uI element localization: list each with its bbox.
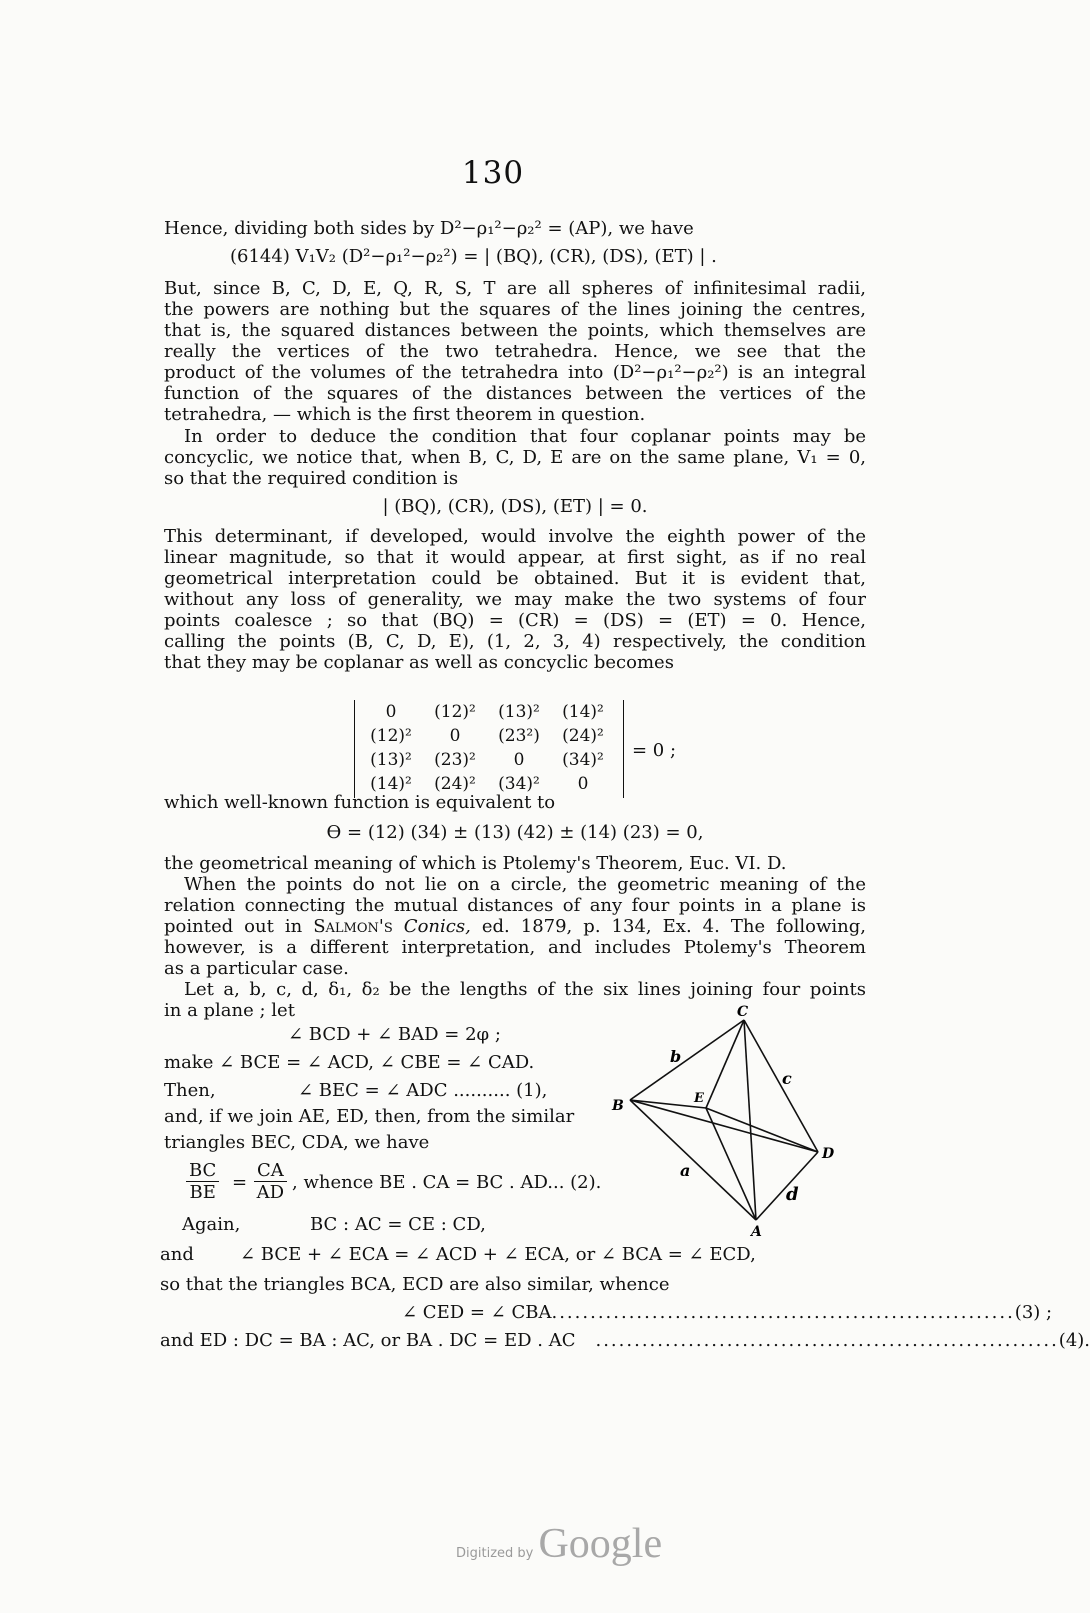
text-line: so that the triangles BCA, ECD are also similar, whence: [160, 1274, 670, 1295]
equation-4: [160, 1330, 1090, 1351]
text-line: so that the required condition is: [164, 468, 459, 489]
det-cell: 0: [449, 726, 461, 746]
numerator: BC: [186, 1160, 219, 1182]
det-cell: (34)²: [562, 750, 604, 770]
label-d: D: [822, 1146, 835, 1162]
text-line: make ∠ BCE = ∠ ACD, ∠ CBE = ∠ CAD.: [164, 1052, 535, 1073]
text-line: triangles BEC, CDA, we have: [164, 1132, 430, 1153]
equation-text: ∠ CED = ∠ CBA: [402, 1302, 552, 1323]
text-line: Hence, dividing both sides by D²−ρ₁²−ρ₂² = (AP), we have: [164, 218, 694, 239]
det-cell: 0: [385, 702, 397, 722]
equation-3: [402, 1302, 1053, 1323]
text-line: function of the squares of the distances between the vertices of the: [164, 383, 866, 404]
text-line: really the vertices of the two tetrahedra. Hence, we see that the: [164, 341, 866, 362]
equation-theta: ϴ = (12) (34) ± (13) (42) ± (14) (23) = 0,: [326, 822, 704, 843]
watermark-small: Digitized by: [456, 1546, 534, 1561]
text-line: calling the points (B, C, D, E), (1, 2, 3, 4) respectively, the condition: [164, 631, 866, 652]
text-line: linear magnitude, so that it would appear, at first sight, as if no real: [164, 547, 866, 568]
text-line: product of the volumes of the tetrahedra into (D²−ρ₁²−ρ₂²) is an integral: [164, 362, 866, 383]
label-e: E: [694, 1091, 704, 1106]
text-line: points coalesce ; so that (BQ) = (CR) = (DS) = (ET) = 0. Hence,: [164, 610, 866, 631]
text-line: in a plane ; let: [164, 1000, 295, 1021]
text-fragment: pointed out in: [164, 916, 303, 937]
det-cell: (24)²: [434, 774, 476, 794]
author-name: Salmon's: [313, 916, 393, 937]
google-watermark: [456, 1520, 662, 1568]
text-line: geometrical interpretation could be obtained. But it is evident that,: [164, 568, 866, 589]
label-c: C: [737, 1004, 749, 1020]
line-cd: [744, 1020, 818, 1152]
equation-2: , whence BE . CA = BC . AD... (2).: [292, 1172, 602, 1193]
text-line: In order to deduce the condition that four coplanar points may be: [184, 426, 866, 447]
equation-condition: | (BQ), (CR), (DS), (ET) | = 0.: [382, 496, 648, 517]
text-line: however, is a different interpretation, and includes Ptolemy's Theorem: [164, 937, 866, 958]
fraction-ca-ad: [254, 1160, 287, 1203]
label-side-b: b: [670, 1047, 682, 1066]
text-line: and: [160, 1244, 194, 1265]
equation-6144: (6144) V₁V₂ (D²−ρ₁²−ρ₂²) = | (BQ), (CR), (DS), (ET) | .: [230, 246, 717, 267]
det-cell: (13)²: [370, 750, 412, 770]
dot-leader: ............................................................: [595, 1330, 1059, 1351]
text-line: Then,: [164, 1080, 216, 1101]
det-cell: 0: [513, 750, 525, 770]
label-b: B: [612, 1098, 624, 1114]
label-a: A: [751, 1224, 762, 1240]
label-side-d: d: [786, 1184, 799, 1205]
text-line: which well-known function is equivalent to: [164, 792, 556, 813]
equation-number: (3) ;: [1014, 1302, 1053, 1323]
det-cell: (34)²: [498, 774, 540, 794]
equation-text: and ED : DC = BA : AC, or BA . DC = ED . AC: [160, 1330, 576, 1351]
determinant-rhs: = 0 ;: [632, 740, 677, 761]
text-line: the geometrical meaning of which is Ptolemy's Theorem, Euc. VI. D.: [164, 853, 787, 874]
det-cell: (24)²: [562, 726, 604, 746]
text-fragment: ed. 1879, p. 134, Ex. 4. The following,: [481, 916, 866, 937]
det-cell: (12)²: [434, 702, 476, 722]
text-line: without any loss of generality, we may make the two systems of four: [164, 589, 866, 610]
text-line: the powers are nothing but the squares of the lines joining the centres,: [164, 299, 866, 320]
denominator: BE: [189, 1182, 216, 1203]
denominator: AD: [256, 1182, 285, 1203]
text-line: as a particular case.: [164, 958, 349, 979]
label-side-c: c: [782, 1069, 792, 1088]
page-number: 130: [461, 155, 525, 191]
text-line: that is, the squared distances between the points, which themselves are: [164, 320, 866, 341]
equation-angles: ∠ BCE + ∠ ECA = ∠ ACD + ∠ ECA, or ∠ BCA = ∠ ECD,: [240, 1244, 756, 1265]
det-cell: 0: [577, 774, 589, 794]
det-cell: (13)²: [498, 702, 540, 722]
text-line: When the points do not lie on a circle, the geometric meaning of the: [184, 874, 866, 895]
equation-angle-sum: ∠ BCD + ∠ BAD = 2φ ;: [288, 1024, 501, 1045]
geometric-figure: [606, 1004, 856, 1244]
text-line: tetrahedra, — which is the first theorem in question.: [164, 404, 646, 425]
text-line: concyclic, we notice that, when B, C, D, E are on the same plane, V₁ = 0,: [164, 447, 866, 468]
equation-1: ∠ BEC = ∠ ADC .......... (1),: [298, 1080, 548, 1101]
det-cell: (23²): [498, 726, 540, 746]
equals-sign: =: [232, 1172, 248, 1193]
det-cell: (14)²: [562, 702, 604, 722]
equation-ratio: BC : AC = CE : CD,: [310, 1214, 486, 1235]
det-cell: (14)²: [370, 774, 412, 794]
equation-number: (4).: [1058, 1330, 1090, 1351]
numerator: CA: [254, 1160, 287, 1182]
text-line: This determinant, if developed, would involve the eighth power of the: [164, 526, 866, 547]
book-title: Conics,: [403, 916, 471, 937]
text-line: Let a, b, c, d, δ₁, δ₂ be the lengths of the six lines joining four points: [184, 979, 866, 1000]
text-line: But, since B, C, D, E, Q, R, S, T are all spheres of infinitesimal radii,: [164, 278, 866, 299]
watermark-logo: Google: [538, 1521, 663, 1567]
label-side-a: a: [680, 1161, 691, 1180]
text-line: that they may be coplanar as well as concyclic becomes: [164, 652, 674, 673]
fraction-bc-be: [186, 1160, 219, 1203]
determinant: [354, 700, 624, 798]
text-line: [164, 916, 866, 938]
text-line: relation connecting the mutual distances of any four points in a plane is: [164, 895, 866, 916]
det-cell: (12)²: [370, 726, 412, 746]
line-ca: [744, 1020, 756, 1220]
text-line: and, if we join AE, ED, then, from the similar: [164, 1106, 575, 1127]
det-cell: (23)²: [434, 750, 476, 770]
text-line: Again,: [182, 1214, 241, 1235]
dot-leader: ............................................................: [551, 1302, 1015, 1323]
